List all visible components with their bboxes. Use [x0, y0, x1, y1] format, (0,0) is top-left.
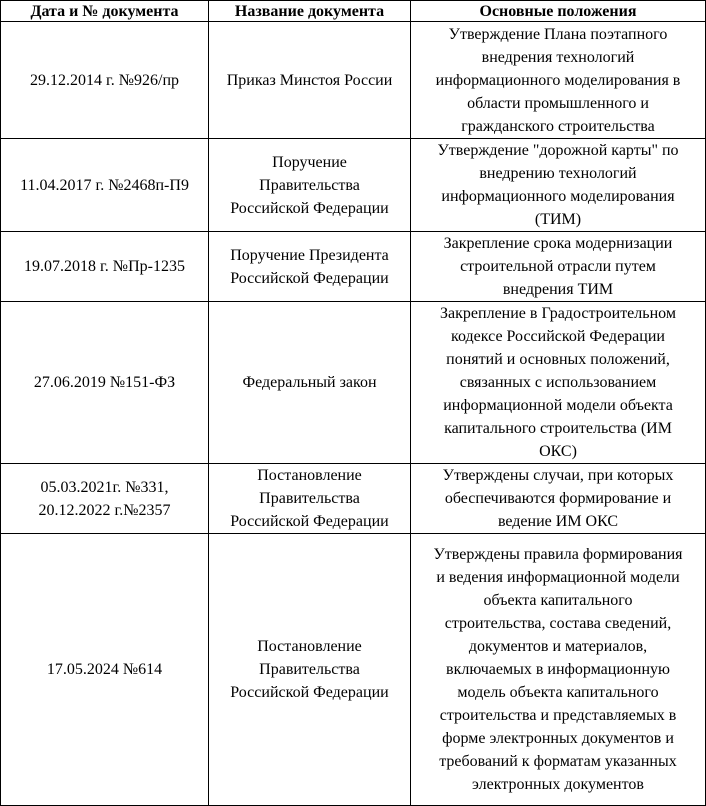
provisions-line: строительства и представляемых в	[439, 707, 677, 724]
document-name: Приказ Минстоя России	[209, 22, 411, 139]
document-provisions	[411, 464, 706, 534]
provisions-line: электронных документов	[472, 776, 644, 793]
provisions-line: объекта капитального	[483, 592, 633, 609]
provisions-line: форме электронных документов и	[442, 730, 674, 747]
table-header-row	[1, 1, 706, 22]
provisions-line: гражданского строительства	[461, 117, 655, 135]
provisions-line: Утверждение "дорожной карты" по	[437, 142, 679, 159]
provisions-line: строительства, состава сведений,	[444, 615, 672, 632]
document-provisions	[411, 302, 706, 464]
document-provisions	[411, 22, 706, 139]
document-date-number: 29.12.2014 г. №926/пр	[1, 22, 209, 139]
provisions-line: включаемых в информационную	[446, 661, 670, 678]
provisions-line: Утверждены правила формирования	[433, 546, 683, 563]
table-row	[1, 22, 706, 139]
table-row	[1, 139, 706, 232]
provisions-line: Утверждены случаи, при которых	[442, 467, 674, 484]
document-provisions	[411, 534, 706, 806]
provisions-line: и ведения информационной модели	[436, 569, 680, 586]
document-date-number: 05.03.2021г. №331, 20.12.2022 г.№2357	[1, 464, 209, 534]
document-date-number: 11.04.2017 г. №2468п-П9	[1, 139, 209, 232]
document-date-number: 17.05.2024 №614	[1, 534, 209, 806]
document-provisions	[411, 232, 706, 302]
provisions-line: требований к форматам указанных	[439, 753, 677, 770]
document-provisions	[411, 139, 706, 232]
provisions-line: информационного моделирования	[441, 188, 675, 205]
provisions-line: обеспечиваются формирование и	[444, 490, 672, 507]
table-row	[1, 302, 706, 464]
table-row	[1, 232, 706, 302]
provisions-line: информационной модели объекта	[443, 397, 673, 414]
provisions-line: документов и материалов,	[468, 638, 648, 655]
provisions-line: понятий и основных положений,	[446, 351, 670, 368]
document-date-number: 19.07.2018 г. №Пр-1235	[1, 232, 209, 302]
provisions-line: внедрения ТИМ	[502, 281, 614, 298]
provisions-line: внедрению технологий	[479, 165, 637, 182]
provisions-line: связанных с использованием	[459, 374, 657, 391]
header-document-name: Название документа	[209, 1, 411, 22]
provisions-line: Утверждение Плана поэтапного	[448, 25, 668, 43]
provisions-line: Закрепление срока модернизации	[443, 235, 673, 252]
document-name: Федеральный закон	[209, 302, 411, 464]
document-name: Постановление Правительства Российской Федерации	[209, 464, 411, 534]
provisions-line: (ТИМ)	[534, 211, 582, 228]
header-date-number: Дата и № документа	[1, 1, 209, 22]
provisions-line: кодексе Российской Федерации	[451, 328, 665, 345]
provisions-line: внедрения технологий	[481, 48, 635, 66]
document-name: Поручение Правительства Российской Федерации	[209, 139, 411, 232]
table-row	[1, 534, 706, 806]
document-name: Поручение Президента Российской Федерации	[209, 232, 411, 302]
table-row	[1, 464, 706, 534]
header-main-provisions: Основные положения	[411, 1, 706, 22]
provisions-line: капитального строительства (ИМ	[444, 420, 672, 437]
provisions-line: ОКС)	[539, 443, 577, 460]
provisions-line: строительной отрасли путем	[460, 258, 656, 275]
provisions-line: Закрепление в Градостроительном	[440, 305, 676, 322]
document-name: Постановление Правительства Российской Федерации	[209, 534, 411, 806]
provisions-line: области промышленного и	[467, 94, 649, 112]
provisions-line: ведение ИМ ОКС	[497, 513, 619, 530]
provisions-line: модель объекта капитального	[457, 684, 659, 701]
document-date-number: 27.06.2019 №151-ФЗ	[1, 302, 209, 464]
provisions-line: информационного моделирования в	[435, 71, 681, 89]
